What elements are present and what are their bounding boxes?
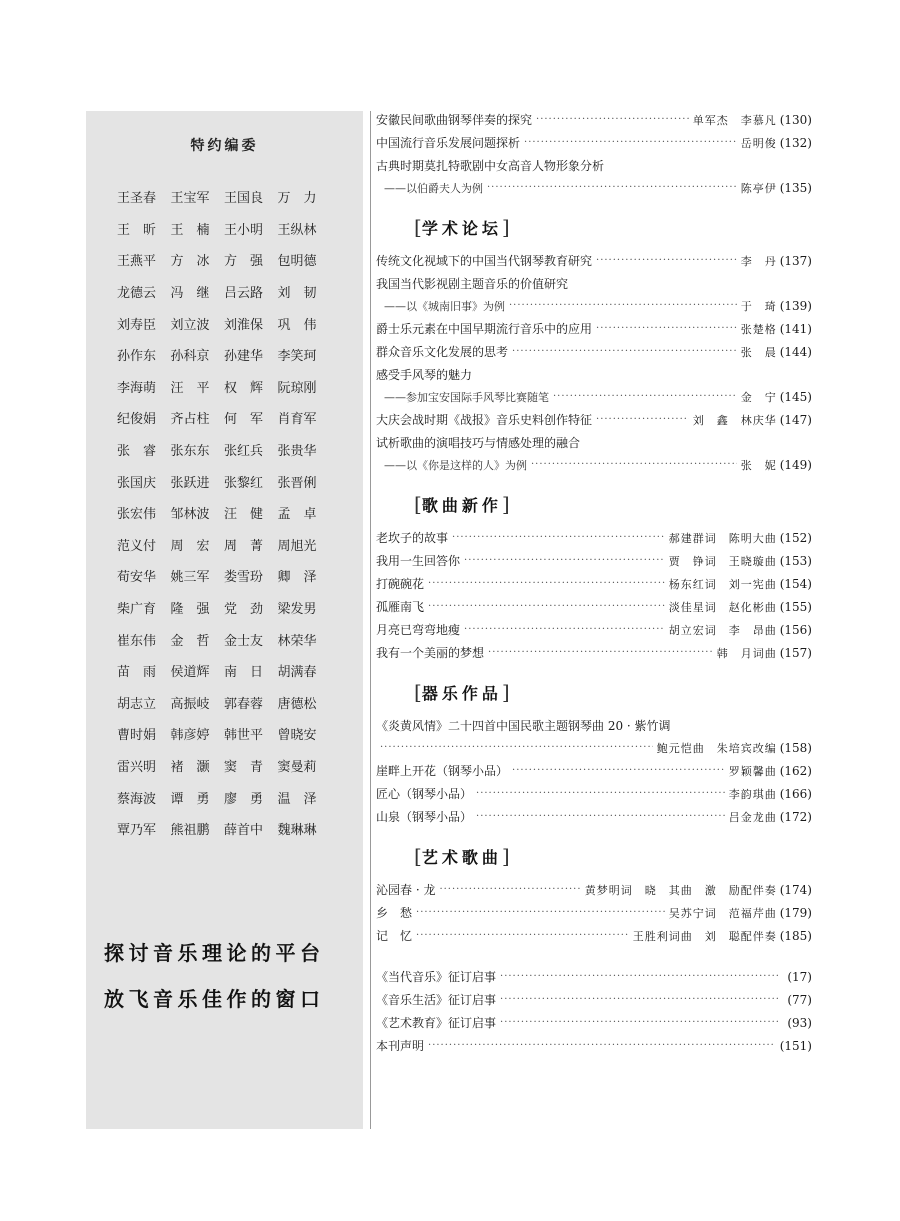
toc-page-number: (144)	[779, 344, 812, 359]
toc-entry[interactable]	[376, 618, 812, 641]
editorial-names-row	[117, 560, 331, 592]
editor-name: 崔东伟	[117, 633, 157, 649]
editorial-names-row	[117, 465, 331, 497]
toc-page-number: (135)	[779, 180, 812, 195]
editorial-names-row	[117, 307, 331, 339]
editor-name: 汪 健	[224, 507, 264, 523]
toc-page-number: (147)	[779, 412, 812, 427]
editor-name: 万 力	[277, 191, 317, 207]
toc-entry-title: 安徽民间歌曲钢琴伴奏的探究	[376, 113, 533, 127]
toc-leader-dots	[476, 788, 725, 799]
editor-name: 刘 韧	[277, 286, 317, 302]
toc-entry[interactable]	[376, 340, 812, 363]
editor-name: 张 睿	[117, 444, 157, 460]
editor-name: 荀安华	[117, 570, 157, 586]
editor-name: 王国良	[224, 191, 264, 207]
editor-name: 熊祖鹏	[170, 823, 210, 839]
toc-entry-author: 鲍元恺曲 朱培宾改编	[656, 741, 777, 755]
editor-name: 林荣华	[277, 633, 317, 649]
editor-name: 曾晓安	[277, 728, 317, 744]
toc-leader-dots	[464, 624, 665, 635]
toc-entry-author: 吕金龙曲	[728, 810, 777, 824]
toc-entry-title: 试析歌曲的演唱技巧与情感处理的融合	[376, 435, 581, 450]
editor-name: 王小明	[224, 222, 264, 238]
toc-entry-author: 张 晨	[740, 345, 777, 359]
toc-leader-dots	[464, 555, 665, 566]
editor-name: 韩彦婷	[170, 728, 210, 744]
editorial-names-row	[117, 781, 331, 813]
toc-entry-author: 张 妮	[740, 458, 777, 472]
editor-name: 曹时娟	[117, 728, 157, 744]
toc-section-heading	[376, 492, 812, 518]
editorial-names-row	[117, 529, 331, 561]
toc-entry-title: 传统文化视域下的中国当代钢琴教育研究	[376, 254, 593, 268]
toc-entry[interactable]	[376, 736, 812, 759]
toc-entry[interactable]	[376, 878, 812, 901]
bracket-left: [	[414, 215, 422, 239]
toc-entry-title: 匠心（钢琴小品）	[376, 787, 473, 801]
toc-page-number: (151)	[779, 1038, 812, 1053]
editor-name: 张晋俐	[277, 475, 317, 491]
editor-name: 纪俊娟	[117, 412, 157, 428]
toc-entry-author: 韩 月词曲	[716, 646, 777, 660]
toc-entry-title: 我用一生回答你	[376, 554, 461, 568]
toc-leader-dots	[553, 391, 737, 402]
editor-name: 姚三军	[170, 570, 210, 586]
toc-entry-author: 岳明俊	[740, 136, 777, 150]
toc-entry-author: 吴苏宁词 范福芹曲	[668, 906, 777, 920]
toc-entry-title: 沁园春 · 龙	[376, 883, 436, 897]
toc-entry-author: 陈亭伊	[740, 181, 777, 195]
editor-name: 王圣春	[117, 191, 157, 207]
toc-entry-author: 金 宁	[740, 390, 777, 404]
slogan-line-2: 放飞音乐佳作的窗口	[104, 987, 325, 1011]
toc-spacer	[376, 947, 812, 965]
toc-entry[interactable]	[376, 249, 812, 272]
toc-page-number: (156)	[779, 622, 812, 637]
editor-name: 窦 青	[224, 759, 264, 775]
editorial-names-row	[117, 718, 331, 750]
editor-name: 王宝军	[170, 191, 210, 207]
toc-entry-title: 崖畔上开花（钢琴小品）	[376, 764, 509, 778]
bracket-right: ]	[501, 844, 510, 868]
editor-name: 周 宏	[170, 538, 210, 554]
editor-name: 梁发男	[277, 602, 317, 618]
editor-name: 娄雪玢	[224, 570, 264, 586]
editor-name: 邹林波	[170, 507, 210, 523]
bracket-right: ]	[501, 492, 510, 516]
toc-entry-author: 胡立宏词 李 昂曲	[668, 623, 777, 637]
section-name: 学术论坛	[421, 219, 502, 238]
editorial-names-row	[117, 244, 331, 276]
editor-name: 张东东	[170, 444, 210, 460]
toc-entry-subtitle: ——以《城南旧事》为例	[384, 299, 505, 313]
editor-name: 李笑珂	[277, 349, 317, 365]
toc-entry[interactable]	[376, 108, 812, 131]
toc-page-number: (93)	[787, 1015, 812, 1030]
editorial-names-row	[117, 339, 331, 371]
editor-name: 方 强	[224, 254, 264, 270]
toc-entry[interactable]	[376, 176, 812, 199]
editor-name: 李海萌	[117, 380, 157, 396]
editor-name: 阮琼刚	[277, 380, 317, 396]
toc-page-number: (172)	[779, 809, 812, 824]
toc-entry[interactable]	[376, 924, 812, 947]
editor-name: 苗 雨	[117, 665, 157, 681]
toc-entry-author: 李 丹	[740, 254, 777, 268]
toc-entry-title: 记 忆	[376, 929, 413, 943]
toc-leader-dots	[487, 182, 737, 193]
toc-entry-author: 刘 鑫 林庆华	[692, 413, 777, 427]
editorial-names-row	[117, 497, 331, 529]
editorial-board-panel	[86, 111, 363, 1129]
toc-entry-author: 杨东红词 刘一宪曲	[668, 577, 777, 591]
toc-entry[interactable]	[376, 805, 812, 828]
toc-section-heading	[376, 844, 812, 870]
editor-name: 张黎红	[224, 475, 264, 491]
toc-page-number: (132)	[779, 135, 812, 150]
toc-leader-dots	[488, 647, 713, 658]
editor-name: 肖育军	[277, 412, 317, 428]
editor-name: 薛首中	[224, 823, 264, 839]
toc-entry[interactable]	[376, 759, 812, 782]
editor-name: 褚 灏	[170, 759, 210, 775]
toc-entry-subtitle: ——以《你是这样的人》为例	[384, 458, 527, 472]
editor-name: 党 劲	[224, 602, 264, 618]
toc-section-heading	[376, 680, 812, 706]
toc-page-number: (149)	[779, 457, 812, 472]
toc-entry-title: 《艺术教育》征订启事	[376, 1016, 497, 1030]
toc-entry-title: 大庆会战时期《战报》音乐史料创作特征	[376, 413, 593, 427]
toc-leader-dots	[476, 811, 725, 822]
toc-leader-dots	[596, 414, 689, 425]
toc-page-number: (141)	[779, 321, 812, 336]
column-divider	[370, 111, 371, 1129]
toc-entry[interactable]	[376, 131, 812, 154]
toc-entry-author: 郝建群词 陈明大曲	[668, 531, 777, 545]
editor-name: 雷兴明	[117, 759, 157, 775]
toc-page-number: (153)	[779, 553, 812, 568]
toc-leader-dots	[500, 971, 780, 982]
editor-name: 张国庆	[117, 475, 157, 491]
editorial-names-row	[117, 181, 331, 213]
toc-entry[interactable]	[376, 453, 812, 476]
toc-page-number: (152)	[779, 530, 812, 545]
editorial-names-row	[117, 750, 331, 782]
editor-name: 胡志立	[117, 696, 157, 712]
editor-name: 方 冰	[170, 254, 210, 270]
editor-name: 窦曼莉	[277, 759, 317, 775]
toc-entry[interactable]	[376, 641, 812, 664]
bracket-left: [	[414, 492, 422, 516]
toc-page-number: (162)	[779, 763, 812, 778]
toc-page-number: (179)	[779, 905, 812, 920]
editor-name: 张跃进	[170, 475, 210, 491]
editor-name: 权 辉	[224, 380, 264, 396]
editor-name: 张宏伟	[117, 507, 157, 523]
editor-name: 侯道辉	[170, 665, 210, 681]
toc-entry-author: 单军杰 李慕凡	[692, 113, 777, 127]
editor-name: 谭 勇	[170, 791, 210, 807]
bracket-left: [	[414, 680, 422, 704]
toc-entry[interactable]	[376, 988, 812, 1011]
editor-name: 王 楠	[170, 222, 210, 238]
toc-entry[interactable]	[376, 385, 812, 408]
toc-entry[interactable]	[376, 317, 812, 340]
toc-leader-dots	[428, 601, 665, 612]
editor-name: 郭春蓉	[224, 696, 264, 712]
toc-entry-title: 我国当代影视剧主题音乐的价值研究	[376, 276, 569, 291]
editorial-names-row	[117, 213, 331, 245]
editor-name: 胡满春	[277, 665, 317, 681]
toc-entry-title: 《音乐生活》征订启事	[376, 993, 497, 1007]
toc-entry[interactable]	[376, 572, 812, 595]
toc-entry-title: 乡 愁	[376, 906, 413, 920]
editorial-names-row	[117, 276, 331, 308]
editor-name: 周 菁	[224, 538, 264, 554]
toc-page-number: (157)	[779, 645, 812, 660]
editorial-names-row	[117, 592, 331, 624]
toc-leader-dots	[416, 930, 629, 941]
toc-page-number: (130)	[779, 112, 812, 127]
editorial-names-row	[117, 371, 331, 403]
toc-page-number: (174)	[779, 882, 812, 897]
toc-leader-dots	[512, 765, 725, 776]
editor-name: 孟 卓	[277, 507, 317, 523]
bracket-right: ]	[501, 680, 510, 704]
toc-entry-title: 月亮已弯弯地瘦	[376, 623, 461, 637]
toc-page-number: (17)	[787, 969, 812, 984]
toc-leader-dots	[596, 323, 737, 334]
editor-name: 刘立波	[170, 317, 210, 333]
toc-entry-title: 爵士乐元素在中国早期流行音乐中的应用	[376, 322, 593, 336]
toc-entry[interactable]	[376, 1011, 812, 1034]
toc-entry-title: 孤雁南飞	[376, 600, 425, 614]
toc-page-number: (154)	[779, 576, 812, 591]
toc-entry-title: 山泉（钢琴小品）	[376, 810, 473, 824]
toc-leader-dots	[452, 532, 665, 543]
editor-name: 南 日	[224, 665, 264, 681]
editor-name: 廖 勇	[224, 791, 264, 807]
toc-page-number: (185)	[779, 928, 812, 943]
toc-leader-dots	[524, 137, 737, 148]
toc-leader-dots	[509, 300, 737, 311]
toc-page-number: (139)	[779, 298, 812, 313]
toc-entry[interactable]	[376, 965, 812, 988]
toc-entry-title: 打碗碗花	[376, 577, 425, 591]
toc-page-number: (145)	[779, 389, 812, 404]
toc-entry-title: 老坎子的故事	[376, 531, 449, 545]
editorial-names-row	[117, 623, 331, 655]
toc-section-heading	[376, 215, 812, 241]
toc-entry-title: 感受手风琴的魅力	[376, 367, 473, 382]
editor-name: 龙德云	[117, 286, 157, 302]
editor-name: 蔡海波	[117, 791, 157, 807]
editor-name: 巩 伟	[277, 317, 317, 333]
toc-leader-dots	[536, 114, 689, 125]
toc-leader-dots	[416, 907, 665, 918]
toc-leader-dots	[428, 578, 665, 589]
toc-entry[interactable]	[376, 408, 812, 431]
editor-name: 包明德	[277, 254, 317, 270]
toc-entry-title: 群众音乐文化发展的思考	[376, 345, 509, 359]
editor-name: 吕云路	[224, 286, 264, 302]
editor-name: 隆 强	[170, 602, 210, 618]
toc-entry[interactable]	[376, 1034, 812, 1057]
toc-leader-dots	[380, 742, 653, 753]
editorial-board-title: 特约编委	[190, 138, 259, 154]
toc-leader-dots	[500, 1017, 780, 1028]
editor-name: 魏琳琳	[277, 823, 317, 839]
toc-entry[interactable]	[376, 549, 812, 572]
section-name: 歌曲新作	[421, 496, 502, 515]
toc-leader-dots	[500, 994, 780, 1005]
editor-name: 覃乃军	[117, 823, 157, 839]
editor-name: 金士友	[224, 633, 264, 649]
editor-name: 王纵林	[277, 222, 317, 238]
editor-name: 何 军	[224, 412, 264, 428]
editorial-names-row	[117, 434, 331, 466]
toc-entry-title: 本刊声明	[376, 1039, 425, 1053]
editor-name: 韩世平	[224, 728, 264, 744]
toc-page-number: (166)	[779, 786, 812, 801]
toc-entry-title: 古典时期莫扎特歌剧中女高音人物形象分析	[376, 158, 605, 173]
editor-name: 王 昕	[117, 222, 157, 238]
editor-name: 刘淮保	[224, 317, 264, 333]
toc-entry-author: 张楚格	[740, 322, 777, 336]
toc-entry[interactable]	[376, 782, 812, 805]
toc-entry-title: 《当代音乐》征订启事	[376, 970, 497, 984]
editorial-names-row	[117, 813, 331, 845]
toc-entry[interactable]	[376, 294, 812, 317]
editor-name: 刘寿臣	[117, 317, 157, 333]
toc-entry-author: 李韵琪曲	[728, 787, 777, 801]
toc-entry-author: 贾 铮词 王晓璇曲	[668, 554, 777, 568]
editor-name: 冯 继	[170, 286, 210, 302]
toc-page-number: (158)	[779, 740, 812, 755]
editorial-names-row	[117, 402, 331, 434]
toc-leader-dots	[531, 459, 737, 470]
toc-entry-author: 淡佳星词 赵化彬曲	[668, 600, 777, 614]
bracket-left: [	[414, 844, 422, 868]
toc-leader-dots	[512, 346, 737, 357]
toc-entry-title: 我有一个美丽的梦想	[376, 646, 485, 660]
toc-leader-dots	[428, 1040, 773, 1051]
toc-leader-dots	[596, 255, 737, 266]
editor-name: 张贵华	[277, 444, 317, 460]
toc-entry-author: 罗颖馨曲	[728, 764, 777, 778]
toc-leader-dots	[439, 884, 580, 895]
toc-entry-author: 王胜利词曲 刘 聪配伴奏	[632, 929, 777, 943]
toc-entry-subtitle: ——以伯爵夫人为例	[384, 181, 483, 195]
section-name: 艺术歌曲	[421, 848, 502, 867]
toc-entry-author: 黄梦明词 晓 其曲 激 励配伴奏	[584, 883, 777, 897]
editor-name: 孙科京	[170, 349, 210, 365]
editor-name: 金 哲	[170, 633, 210, 649]
toc-page-number: (137)	[779, 253, 812, 268]
editor-name: 王燕平	[117, 254, 157, 270]
editorial-names-row	[117, 687, 331, 719]
toc-entry-title: 中国流行音乐发展问题探析	[376, 136, 521, 150]
editor-name: 柴广育	[117, 602, 157, 618]
editor-name: 卿 泽	[277, 570, 317, 586]
editor-name: 温 泽	[277, 791, 317, 807]
editor-name: 孙建华	[224, 349, 264, 365]
editor-name: 张红兵	[224, 444, 264, 460]
toc-entry[interactable]	[376, 901, 812, 924]
editorial-names-row	[117, 655, 331, 687]
slogan-line-1: 探讨音乐理论的平台	[104, 941, 325, 965]
toc-entry[interactable]	[376, 526, 812, 549]
editorial-board-names	[117, 181, 331, 844]
editor-name: 孙作东	[117, 349, 157, 365]
editor-name: 高振岐	[170, 696, 210, 712]
editor-name: 汪 平	[170, 380, 210, 396]
editor-name: 唐德松	[277, 696, 317, 712]
section-name: 器乐作品	[421, 684, 502, 703]
editor-name: 齐占柱	[170, 412, 210, 428]
toc-entry-subtitle: ——参加宝安国际手风琴比赛随笔	[384, 390, 549, 404]
editor-name: 范义付	[117, 538, 157, 554]
toc-page-number: (155)	[779, 599, 812, 614]
toc-page-number: (77)	[787, 992, 812, 1007]
toc-entry[interactable]	[376, 595, 812, 618]
editor-name: 周旭光	[277, 538, 317, 554]
table-of-contents	[376, 108, 812, 1057]
bracket-right: ]	[501, 215, 510, 239]
toc-entry-author: 于 琦	[740, 299, 777, 313]
toc-entry-title: 《炎黄风情》二十四首中国民歌主题钢琴曲 20 · 紫竹调	[376, 718, 671, 733]
